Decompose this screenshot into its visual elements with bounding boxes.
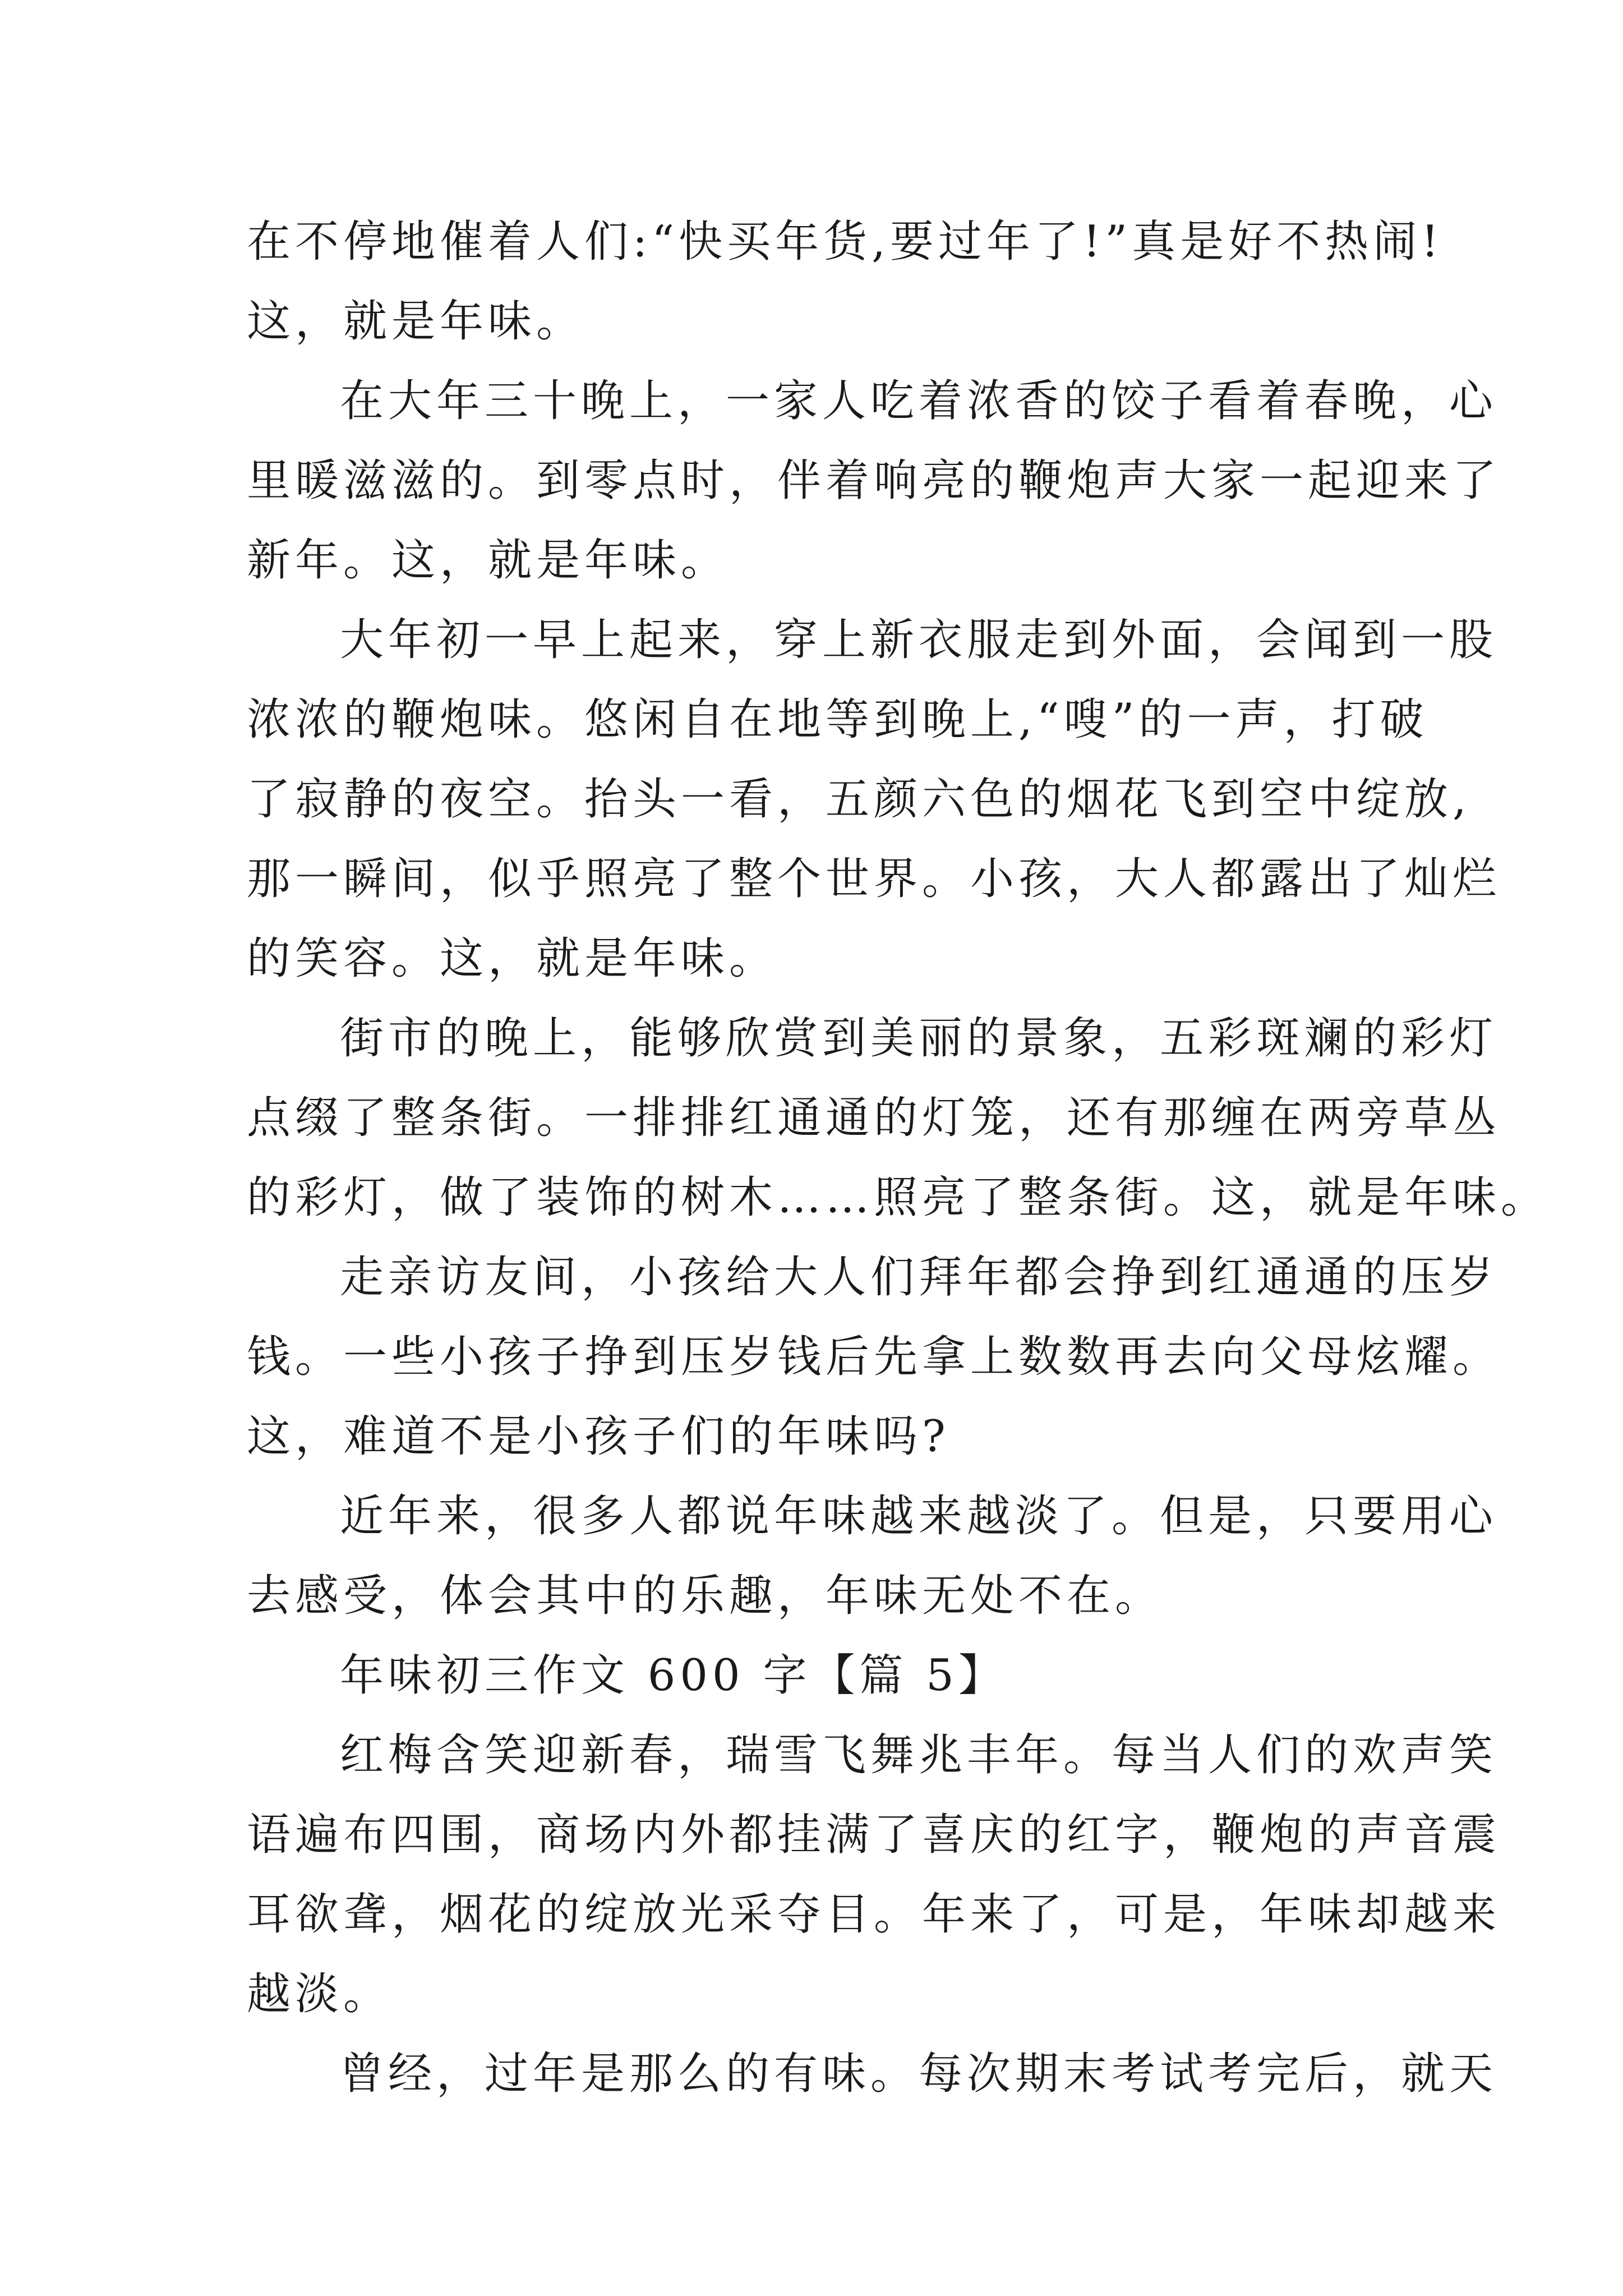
text-line: 那一瞬间，似乎照亮了整个世界。小孩，大人都露出了灿烂 [247, 854, 1501, 904]
text-line: 里暖滋滋的。到零点时，伴着响亮的鞭炮声大家一起迎来了 [247, 455, 1501, 506]
text-line: 红梅含笑迎新春，瑞雪飞舞兆丰年。每当人们的欢声笑 [340, 1730, 1498, 1780]
text-line: 走亲访友间，小孩给大人们拜年都会挣到红通通的压岁 [340, 1252, 1498, 1303]
text-line: 的笑容。这，就是年味。 [247, 933, 778, 984]
text-line: 去感受，体会其中的乐趣，年味无处不在。 [247, 1571, 1164, 1621]
text-line: 在大年三十晚上，一家人吃着浓香的饺子看着春晚，心 [340, 376, 1498, 426]
text-line: 曾经，过年是那么的有味。每次期末考试考完后，就天 [340, 2049, 1498, 2099]
section-heading: 年味初三作文 600 字【篇 5】 [340, 1650, 1007, 1701]
text-line: 街市的晚上，能够欣赏到美丽的景象，五彩斑斓的彩灯 [340, 1013, 1498, 1064]
document-body [247, 202, 1550, 2114]
text-line: 近年来，很多人都说年味越来越淡了。但是，只要用心 [340, 1491, 1498, 1542]
text-line: 越淡。 [247, 1969, 392, 2019]
text-line: 大年初一早上起来，穿上新衣服走到外面，会闻到一股 [340, 615, 1498, 665]
text-line: 这，难道不是小孩子们的年味吗? [247, 1411, 950, 1462]
text-line: 钱。一些小孩子挣到压岁钱后先拿上数数再去向父母炫耀。 [247, 1332, 1501, 1382]
text-line: 浓浓的鞭炮味。悠闲自在地等到晚上,“嗖”的一声，打破 [247, 694, 1428, 745]
text-line: 点缀了整条街。一排排红通通的灯笼，还有那缠在两旁草丛 [247, 1093, 1501, 1143]
text-line: 的彩灯，做了装饰的树木……照亮了整条街。这，就是年味。 [247, 1172, 1550, 1223]
text-line: 耳欲聋，烟花的绽放光采夺目。年来了，可是，年味却越来 [247, 1889, 1501, 1940]
text-line: 语遍布四围，商场内外都挂满了喜庆的红字，鞭炮的声音震 [247, 1810, 1501, 1860]
text-line: 这，就是年味。 [247, 296, 585, 347]
text-line: 了寂静的夜空。抬头一看，五颜六色的烟花飞到空中绽放, [247, 774, 1471, 825]
text-line: 新年。这，就是年味。 [247, 535, 730, 586]
text-line: 在不停地催着人们:“快买年货,要过年了!”真是好不热闹! [247, 217, 1444, 267]
